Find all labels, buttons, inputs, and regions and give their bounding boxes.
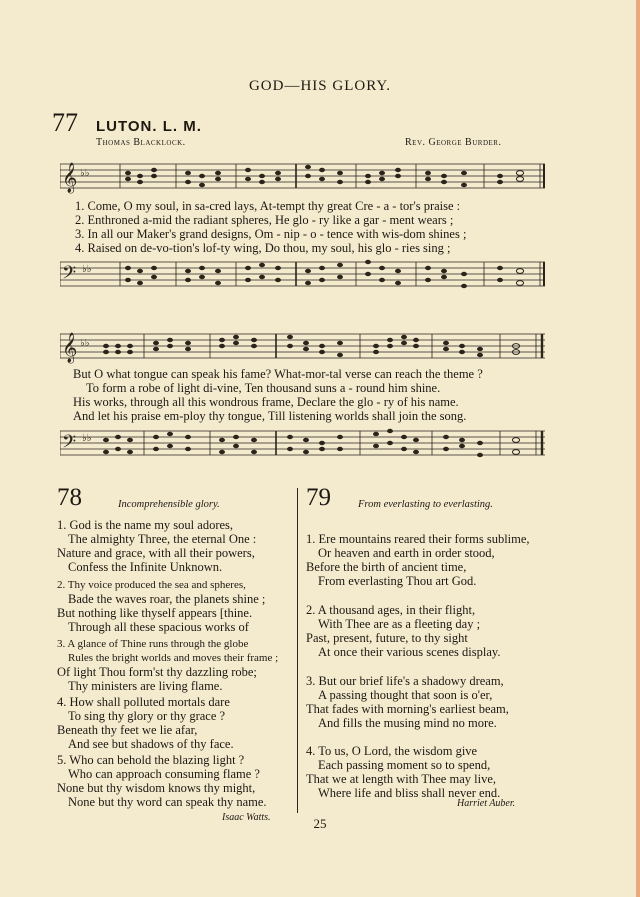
hymn-78-line: 3. A glance of Thine runs through the globe (57, 638, 249, 650)
hymn-79-line: From everlasting Thou art God. (318, 574, 477, 588)
hymn-79-line: 2. A thousand ages, in their flight, (306, 603, 476, 617)
hymn-79-line: Or heaven and earth in order stood, (318, 546, 495, 560)
music-staff-treble-1 (60, 160, 545, 194)
hymn-78-number: 78 (57, 484, 82, 511)
music-staff-bass-2 (60, 427, 545, 461)
hymn-78-line: Thy ministers are living flame. (68, 679, 223, 693)
svg-text:♭♭: ♭♭ (82, 264, 92, 275)
hymn-79-line: That we at length with Thee may live, (306, 772, 496, 786)
hymn-78-line: 2. Thy voice produced the sea and spheres, (57, 579, 246, 591)
hymn-79-line: Where life and bliss shall never end. (318, 786, 501, 800)
hymn-79-line: Each passing moment so to spend, (318, 758, 491, 772)
page-number: 25 (313, 816, 327, 831)
hymn-78-line: None but thy wisdom knows thy might, (57, 781, 256, 795)
hymn-79-number: 79 (306, 484, 331, 511)
hymn-78-subtitle: Incomprehensible glory. (118, 499, 220, 510)
hymn-78-line: And see but shadows of thy face. (68, 737, 234, 751)
hymn-79-line: 1. Ere mountains reared their forms sublime, (306, 532, 530, 546)
hymn-79-attribution: Harriet Auber. (457, 798, 516, 809)
hymn-79-line: With Thee are as a fleeting day ; (318, 617, 481, 631)
hymn-79-line: Before the birth of ancient time, (306, 560, 467, 574)
hymn-77-verse-2-line-b: To form a robe of light di-vine, Ten thousand suns a - round him shine. (86, 381, 441, 395)
hymn-77-arranger: Rev. George Burder. (405, 137, 502, 148)
hymn-77-verse-4-line-a: 4. Raised on de-vo-tion's lof-ty wing, Do thou, my soul, his glo - ries sing ; (75, 241, 451, 255)
hymn-78-line: But nothing like thyself appears [thine. (57, 606, 253, 620)
hymn-77-verse-3-line-b: His works, through all this wondrous frame, Declare the glo - ry of his name. (73, 395, 459, 409)
hymn-79-line: 3. But our brief life's a shadowy dream, (306, 674, 504, 688)
hymn-78-line: 5. Who can behold the blazing light ? (57, 753, 245, 767)
hymn-78-line: 1. God is the name my soul adores, (57, 518, 234, 532)
page-header: GOD—HIS GLORY. (248, 78, 392, 94)
hymn-79-line: That fades with morning's earliest beam, (306, 702, 509, 716)
hymn-77-verse-2-line-a: 2. Enthroned a-mid the radiant spheres, He glo - ry like a gar - ment wears ; (75, 213, 454, 227)
hymn-79-subtitle: From everlasting to everlasting. (358, 499, 493, 510)
hymn-78-line: The almighty Three, the eternal One : (68, 532, 257, 546)
svg-text:𝄞: 𝄞 (62, 163, 78, 192)
music-staff-treble-2 (60, 330, 545, 364)
hymn-77-tune: LUTON. L. M. (96, 118, 202, 135)
music-staff-bass-1 (60, 258, 545, 292)
svg-text:♭♭: ♭♭ (80, 338, 90, 349)
hymn-78-line: None but thy word can speak thy name. (68, 795, 267, 809)
svg-text:𝄢: 𝄢 (62, 262, 77, 287)
hymn-78-line: Rules the bright worlds and moves their frame ; (68, 652, 279, 664)
hymn-78-line: Who can approach consuming flame ? (68, 767, 260, 781)
hymn-78-line: Of light Thou form'st thy dazzling robe; (57, 665, 257, 679)
hymn-79-line: A passing thought that soon is o'er, (318, 688, 493, 702)
page-edge (636, 0, 640, 897)
hymn-77-composer: Thomas Blacklock. (96, 137, 186, 148)
hymn-77-verse-1-line-b: But O what tongue can speak his fame? What-mor-tal verse can reach the theme ? (73, 367, 483, 381)
svg-text:𝄞: 𝄞 (62, 333, 78, 362)
column-divider (297, 488, 298, 813)
hymn-79-line: 4. To us, O Lord, the wisdom give (306, 744, 478, 758)
svg-text:𝄢: 𝄢 (62, 431, 77, 456)
hymn-79-line: At once their various scenes display. (318, 645, 501, 659)
hymn-77-verse-1-line-a: 1. Come, O my soul, in sa-cred lays, At-tempt thy great Cre - a - tor's praise : (75, 199, 461, 213)
svg-text:♭♭: ♭♭ (82, 433, 92, 444)
svg-text:♭♭: ♭♭ (80, 168, 90, 179)
hymn-78-attribution-visible: Isaac Watts. (222, 812, 271, 823)
hymn-78-line: Confess the Infinite Unknown. (68, 560, 223, 574)
hymn-78-line: To sing thy glory or thy grace ? (68, 709, 226, 723)
hymn-78-line: 4. How shall polluted mortals dare (57, 695, 230, 709)
hymn-78-line: Beneath thy feet we lie afar, (57, 723, 198, 737)
hymn-77-verse-3-line-a: 3. In all our Maker's grand designs, Om - nip - o - tence with wis-dom shines ; (75, 227, 467, 241)
hymn-78-line: Bade the waves roar, the planets shine ; (68, 592, 266, 606)
hymn-79-line: And fills the musing mind no more. (318, 716, 497, 730)
hymn-79-line: Past, present, future, to thy sight (306, 631, 468, 645)
hymn-78-line: Through all these spacious works of (68, 620, 249, 634)
hymn-77-number: 77 (52, 108, 78, 137)
hymn-78-line: Nature and grace, with all their powers, (57, 546, 255, 560)
hymn-77-verse-4-line-b: And let his praise em-ploy thy tongue, Till listening worlds shall join the song. (73, 409, 467, 423)
